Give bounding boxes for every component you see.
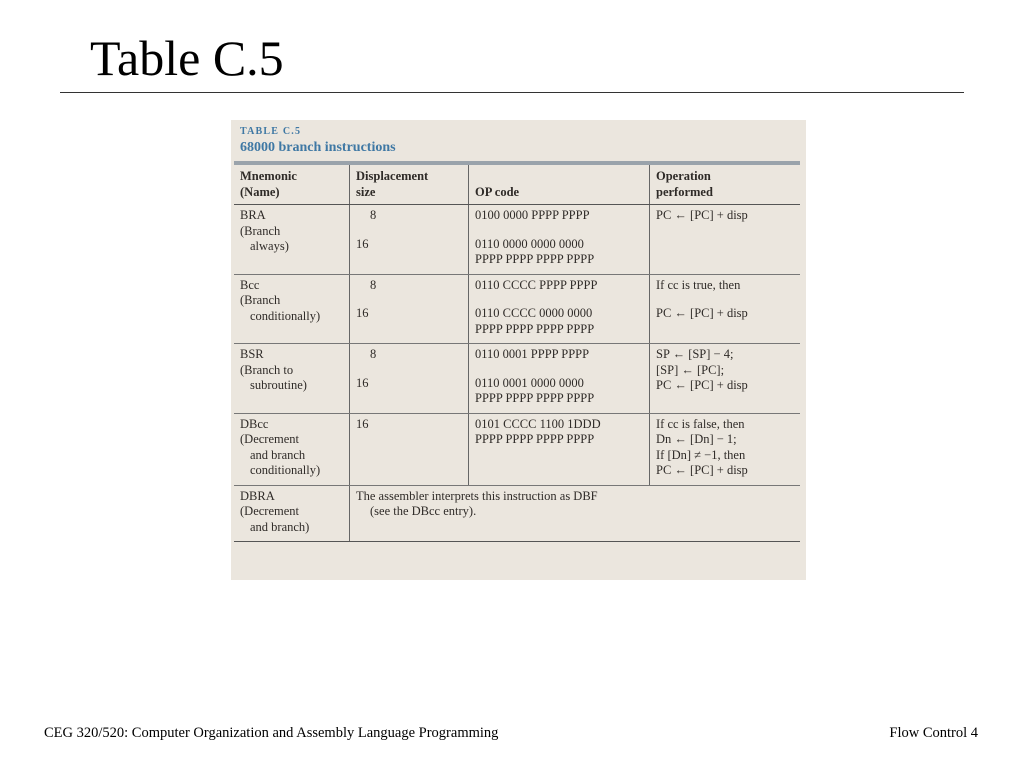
displacement-cell: 8 16: [350, 344, 469, 414]
dbra-note-cell: The assembler interprets this instruction as DBF (see the DBcc entry).: [350, 485, 801, 542]
opcode-cell: 0101 CCCC 1100 1DDD PPPP PPPP PPPP PPPP: [469, 413, 650, 485]
opcode-cell: 0110 0001 PPPP PPPP 0110 0001 0000 0000 PPPP PPPP PPPP PPPP: [469, 344, 650, 414]
footer-course-title: CEG 320/520: Computer Organization and Assembly Language Programming: [44, 725, 499, 741]
table-row: [234, 413, 800, 485]
operation-cell: SP ← [SP] − 4; [SP] ← [PC]; PC ← [PC] + disp: [650, 344, 801, 414]
mnemonic-cell: DBcc (Decrement and branch conditionally): [234, 413, 350, 485]
opcode-cell: 0110 CCCC PPPP PPPP 0110 CCCC 0000 0000 PPPP PPPP PPPP PPPP: [469, 274, 650, 344]
table-row: [234, 274, 800, 344]
header-displacement: Displacement size: [350, 165, 469, 205]
displacement-cell: 16: [350, 413, 469, 485]
table-header-row: [234, 165, 800, 205]
operation-cell: If cc is false, then Dn ← [Dn] − 1; If [Dn] ≠ −1, then PC ← [PC] + disp: [650, 413, 801, 485]
table-caption: 68000 branch instructions: [240, 140, 396, 155]
mnemonic-cell: BSR (Branch to subroutine): [234, 344, 350, 414]
table-label: TABLE C.5: [240, 126, 302, 137]
operation-cell: PC ← [PC] + disp: [650, 205, 801, 275]
displacement-cell: 8 16: [350, 205, 469, 275]
table-row: [234, 485, 800, 542]
scanned-table-image: [231, 120, 806, 580]
header-opcode: OP code: [469, 165, 650, 205]
table-row: [234, 344, 800, 414]
operation-cell: If cc is true, then PC ← [PC] + disp: [650, 274, 801, 344]
mnemonic-cell: Bcc (Branch conditionally): [234, 274, 350, 344]
footer-slide-number: Flow Control 4: [889, 725, 978, 741]
header-operation: Operation performed: [650, 165, 801, 205]
mnemonic-cell: BRA (Branch always): [234, 205, 350, 275]
opcode-cell: 0100 0000 PPPP PPPP 0110 0000 0000 0000 PPPP PPPP PPPP PPPP: [469, 205, 650, 275]
slide-title: Table C.5: [90, 30, 284, 86]
displacement-cell: 8 16: [350, 274, 469, 344]
title-divider: [60, 92, 964, 93]
table-row: [234, 205, 800, 275]
mnemonic-cell: DBRA (Decrement and branch): [234, 485, 350, 542]
branch-instructions-table: [234, 165, 800, 542]
header-mnemonic: Mnemonic (Name): [234, 165, 350, 205]
